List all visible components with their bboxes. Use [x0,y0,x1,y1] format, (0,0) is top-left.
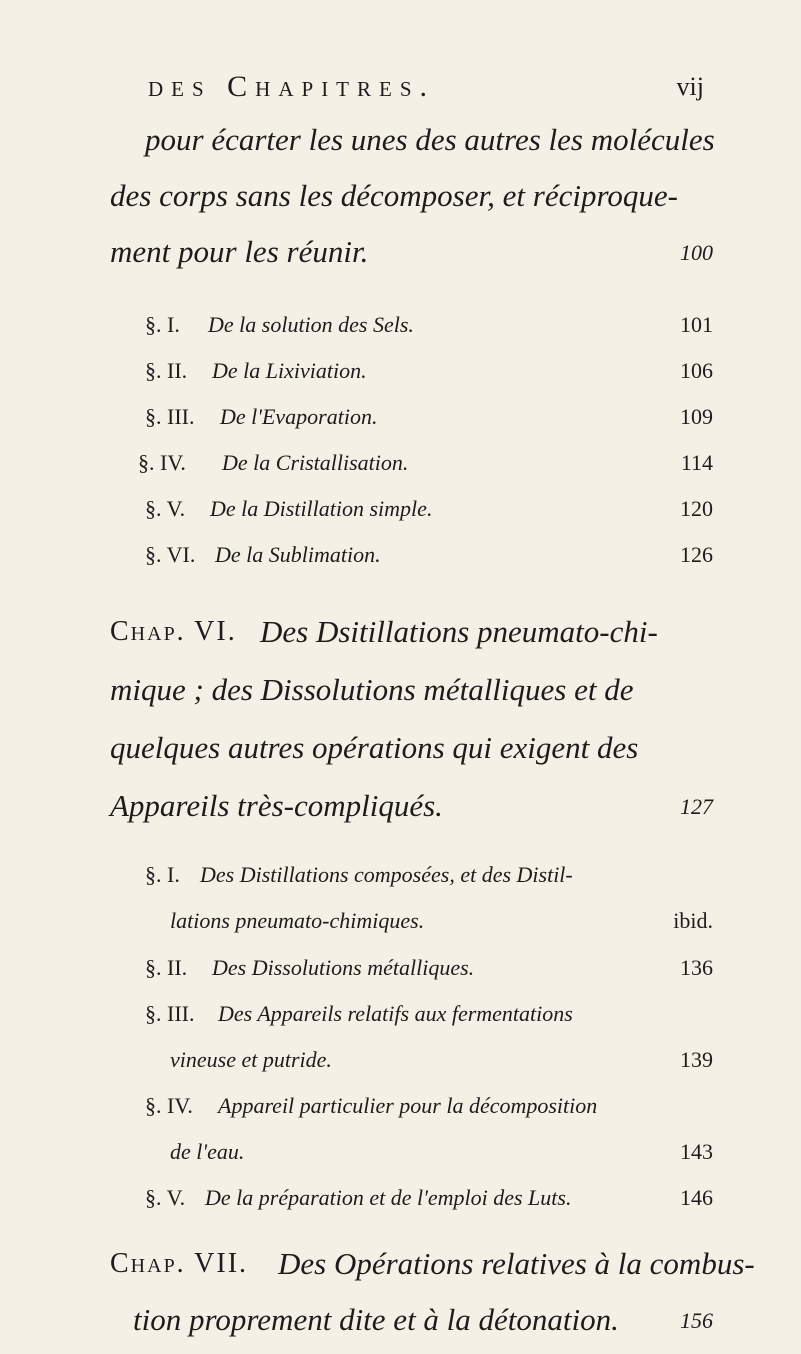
section-title: Des Dissolutions métalliques. [212,955,475,980]
page-number: 101 [680,312,713,337]
text: des corps sans les décomposer, et réciproque- [110,178,678,213]
section-number: §. II. [145,955,188,980]
toc-entry [0,542,801,588]
page-number: 109 [680,404,713,429]
toc-entry [0,496,801,542]
section-title: De la Cristallisation. [222,450,409,475]
header-page-number: vij [676,72,704,101]
toc-entry [0,1001,801,1047]
section-title: De la solution des Sels. [208,312,414,337]
section-number: §. III. [145,1001,195,1026]
page-number: ibid. [673,908,713,933]
chapter-title-line: Des Opérations relatives à la combus- [278,1246,755,1281]
text: pour écarter les unes des autres les molécules [145,122,715,157]
text: ment pour les réunir. [110,234,369,269]
section-title: Des Distillations composées, et des Distil- [200,862,573,887]
page-number: 120 [680,496,713,521]
running-header [148,70,704,110]
section-title: Appareil particulier pour la décomposition [218,1093,598,1118]
header-title: des Chapitres. [148,70,436,103]
toc-entry [0,1093,801,1139]
page-number: 156 [680,1308,713,1333]
section-title: Des Appareils relatifs aux fermentations [218,1001,573,1026]
section-number: §. I. [145,312,180,337]
toc-entry [0,404,801,450]
intro-line-1 [0,122,801,168]
section-title: De la préparation et de l'emploi des Luts. [205,1185,572,1210]
intro-line-2 [0,178,801,224]
text: quelques autres opérations qui exigent des [110,730,639,765]
section-number: §. IV. [145,1093,193,1118]
section-number: §. IV. [138,450,186,475]
toc-entry [0,450,801,496]
text: Appareils très-compliqués. [110,788,443,823]
chapter-heading [0,614,801,660]
toc-entry [0,1185,801,1231]
section-title: De l'Evaporation. [220,404,378,429]
chapter-title-line [0,730,801,776]
section-number: §. VI. [145,542,196,567]
toc-entry [0,862,801,908]
section-title: vineuse et putride. [170,1047,332,1072]
page-number: 106 [680,358,713,383]
toc-entry-continued [0,1139,801,1185]
toc-entry [0,955,801,1001]
section-title: De la Sublimation. [215,542,381,567]
page-number: 143 [680,1139,713,1164]
section-number: §. I. [145,862,180,887]
page-number: 139 [680,1047,713,1072]
section-number: §. II. [145,358,188,383]
section-number: §. V. [145,496,186,521]
page-number: 146 [680,1185,713,1210]
chapter-title-line [0,1302,801,1348]
page-number: 127 [680,794,713,819]
chapter-heading [0,1246,801,1292]
toc-entry [0,312,801,358]
toc-entry-continued [0,908,801,954]
page-number: 126 [680,542,713,567]
page-number: 136 [680,955,713,980]
chapter-title-line: Des Dsitillations pneumato-chi- [260,614,658,649]
toc-entry [0,358,801,404]
section-title: de l'eau. [170,1139,245,1164]
section-title: lations pneumato-chimiques. [170,908,425,933]
page-number: 114 [680,450,713,475]
toc-entry-continued [0,1047,801,1093]
chapter-label: Chap. VI. [110,616,237,647]
section-title: De la Lixiviation. [212,358,367,383]
section-title: De la Distillation simple. [210,496,433,521]
intro-line-3 [0,234,801,280]
text: tion proprement dite et à la détonation. [133,1302,619,1337]
chapter-title-line [0,788,801,834]
chapter-label: Chap. VII. [110,1248,249,1279]
chapter-title-line [0,672,801,718]
page-number: 100 [680,240,713,265]
section-number: §. V. [145,1185,186,1210]
section-number: §. III. [145,404,195,429]
text: mique ; des Dissolutions métalliques et de [110,672,634,707]
